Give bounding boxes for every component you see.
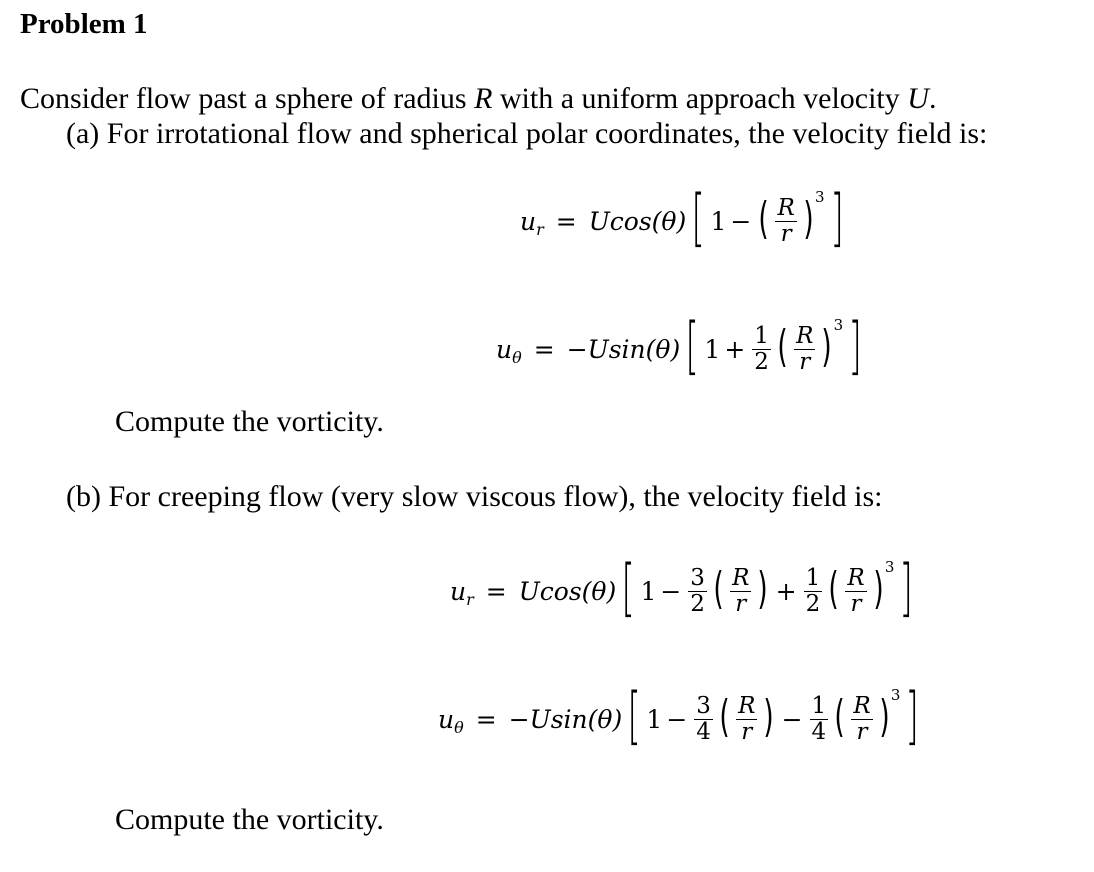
intro-text-3: .	[928, 82, 937, 115]
equation-a-ur	[520, 181, 849, 254]
velocity-symbol: U	[907, 82, 929, 115]
eq-one: 1	[704, 334, 721, 364]
eq-one: 1	[640, 576, 657, 606]
eq-one: 1	[646, 704, 663, 734]
eq-coefficient: −Usin(θ)	[508, 704, 623, 734]
left-paren: (	[719, 691, 730, 742]
exponent: 3	[833, 316, 844, 334]
eq-equals: =	[533, 334, 555, 364]
right-bracket: ]	[899, 551, 914, 624]
coefficient-fraction-1: $\frac{3}{4}$	[696, 693, 711, 745]
ratio-fraction: $\frac{R}{r}$	[777, 195, 795, 247]
eq-equals: =	[485, 576, 507, 606]
left-paren: (	[834, 691, 845, 742]
eq-operator-1: −	[660, 576, 682, 606]
eq-subscript: θ	[512, 347, 522, 367]
left-bracket: [	[685, 309, 699, 382]
eq-lhs: u	[520, 206, 537, 236]
eq-operator-2: −	[781, 704, 803, 734]
eq-operator: +	[724, 334, 746, 364]
part-b-prompt: Compute the vorticity.	[115, 803, 384, 836]
eq-lhs: u	[438, 704, 455, 734]
left-bracket: [	[691, 181, 705, 254]
coefficient-fraction-1: $\frac{3}{2}$	[690, 565, 705, 617]
problem-intro	[20, 82, 936, 116]
exponent: 3	[890, 686, 901, 704]
eq-operator-1: −	[666, 704, 688, 734]
exponent: 3	[814, 188, 825, 206]
eq-coefficient: Ucos(θ)	[588, 206, 687, 236]
exponent: 3	[884, 558, 895, 576]
right-paren: )	[763, 691, 775, 742]
ratio-fraction: $\frac{R}{r}$	[853, 693, 871, 745]
eq-one: 1	[710, 206, 727, 236]
eq-subscript: r	[466, 589, 474, 609]
eq-subscript: θ	[454, 717, 464, 737]
intro-text-1: Consider flow past a sphere of radius	[20, 82, 475, 115]
left-paren: (	[758, 193, 770, 244]
left-paren: (	[828, 563, 839, 614]
ratio-fraction: $\frac{R}{r}$	[738, 693, 756, 745]
equation-b-utheta	[438, 679, 925, 752]
equation-a-utheta	[496, 309, 867, 382]
left-bracket: [	[627, 679, 641, 752]
eq-equals: =	[555, 206, 577, 236]
eq-subscript: r	[536, 219, 544, 239]
coefficient-fraction: $\frac{1}{2}$	[754, 323, 769, 375]
ratio-fraction: $\frac{R}{r}$	[847, 565, 865, 617]
eq-coefficient: Ucos(θ)	[518, 576, 617, 606]
eq-equals: =	[475, 704, 497, 734]
left-paren: (	[713, 563, 724, 614]
eq-lhs: u	[496, 334, 513, 364]
right-paren: )	[879, 691, 890, 742]
right-paren: )	[821, 321, 833, 372]
eq-lhs: u	[450, 576, 467, 606]
eq-coefficient: −Usin(θ)	[566, 334, 681, 364]
part-a-prompt: Compute the vorticity.	[115, 405, 384, 438]
problem-title: Problem 1	[20, 8, 148, 40]
eq-operator: −	[730, 206, 752, 236]
left-paren: (	[777, 321, 788, 372]
right-paren: )	[873, 563, 884, 614]
part-b-heading: (b) For creeping flow (very slow viscous flow), the velocity field is:	[66, 480, 883, 513]
ratio-fraction: $\frac{R}{r}$	[796, 323, 814, 375]
coefficient-fraction-2: $\frac{1}{4}$	[811, 693, 827, 745]
right-bracket: ]	[829, 181, 844, 254]
right-paren: )	[757, 563, 769, 614]
eq-operator-2: +	[775, 576, 797, 606]
radius-symbol: R	[474, 82, 493, 115]
right-bracket: ]	[905, 679, 920, 752]
left-bracket: [	[621, 551, 635, 624]
ratio-fraction: $\frac{R}{r}$	[732, 565, 750, 617]
right-paren: )	[803, 193, 814, 244]
coefficient-fraction-2: $\frac{1}{2}$	[805, 565, 821, 617]
equation-b-ur	[450, 551, 919, 624]
part-a-heading: (a) For irrotational flow and spherical polar coordinates, the velocity field is:	[66, 117, 988, 150]
right-bracket: ]	[848, 309, 862, 382]
intro-text-2: with a uniform approach velocity	[492, 82, 908, 115]
